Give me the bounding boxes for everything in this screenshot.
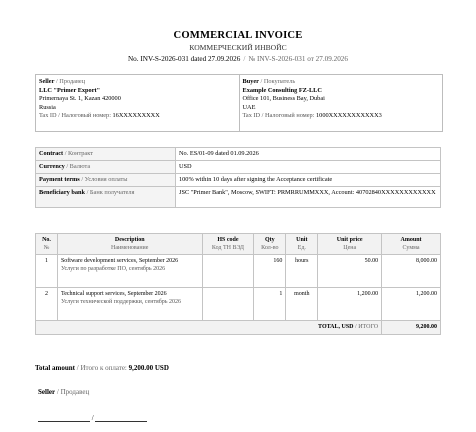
buyer-role: Buyer / Покупатель: [242, 78, 296, 85]
beneficiary-bank-value: JSC "Primer Bank", Moscow, SWIFT: PRMRRUMMXXX, Account: 40702840XXXXXXXXXXXX: [176, 187, 441, 208]
total-row: [36, 321, 441, 335]
invoice-number-line: [0, 55, 476, 63]
currency-value: USD: [176, 161, 441, 174]
signature-separator: /: [91, 414, 94, 422]
terms-row-bank: Beneficiary bank / Банк получателя JSC "Primer Bank", Moscow, SWIFT: PRMRRUMMXXX, Account: 40702840XXXXXXXXXXXX: [36, 187, 441, 208]
seller-tax-id: Tax ID / Налоговый номер: 16XXXXXXXXX: [39, 112, 160, 120]
parties-block: [35, 74, 443, 132]
invoice-subtitle: КОММЕРЧЕСКИЙ ИНВОЙС: [189, 43, 287, 52]
total-value: 9,200.00: [382, 321, 441, 335]
total-amount-value: 9,200.00 USD: [128, 364, 169, 372]
seller-block: [36, 75, 239, 131]
signature-line: [38, 414, 147, 422]
buyer-block: [239, 75, 443, 131]
invoice-title: COMMERCIAL INVOICE: [173, 30, 303, 41]
terms-row-contract: Contract / Контракт No. ES/01-09 dated 01.09.2026: [36, 148, 441, 161]
signature-blank: [38, 414, 90, 422]
terms-row-payment: Payment terms / Условия оплаты 100% within 10 days after signing the Acceptance certificate: [36, 174, 441, 187]
col-header-no: No. №: [36, 234, 58, 255]
name-blank: [95, 414, 147, 422]
total-amount-line: Total amount / Итого к оплате: 9,200.00 USD: [35, 364, 169, 372]
table-row: 2 Technical support services, September 2026 Услуги технической поддержки, сентябрь 2026 1 month 1,200.00 1,200.00: [36, 288, 441, 321]
payment-terms-value: 100% within 10 days after signing the Acceptance certificate: [176, 174, 441, 187]
seller-role: Seller / Продавец: [39, 78, 86, 85]
items-table: [35, 233, 441, 335]
col-header-unit: Unit Ед.: [286, 234, 318, 255]
table-row: 1 Software development services, September 2026 Услуги по разработке ПО, сентябрь 2026 160 hours 50.00 8,000.00: [36, 255, 441, 288]
seller-address: Primernaya St. 1, Kazan 420000: [39, 95, 121, 103]
buyer-name: Example Consulting FZ-LLC: [242, 86, 322, 94]
col-header-description: Description Наименование: [57, 234, 202, 255]
seller-signature-label: Seller / Продавец: [38, 388, 90, 396]
buyer-tax-id: Tax ID / Налоговый номер: 1000XXXXXXXXXXX3: [242, 112, 382, 120]
col-header-unit-price: Unit price Цена: [318, 234, 382, 255]
total-label: TOTAL, USD / ИТОГО: [36, 321, 382, 335]
terms-table: [35, 147, 441, 208]
seller-name: LLC "Primer Export": [39, 86, 101, 94]
buyer-country: UAE: [242, 103, 256, 111]
seller-country: Russia: [39, 103, 56, 111]
col-header-hs-code: HS code Код ТН ВЭД: [202, 234, 254, 255]
buyer-address: Office 101, Business Bay, Dubai: [242, 95, 325, 103]
invoice-number-separator: /: [243, 55, 246, 63]
invoice-number-ru: № INV-S-2026-031 от 27.09.2026: [248, 55, 348, 63]
col-header-qty: Qty Кол-во: [254, 234, 286, 255]
col-header-amount: Amount Сумма: [382, 234, 441, 255]
contract-value: No. ES/01-09 dated 01.09.2026: [176, 148, 441, 161]
terms-row-currency: Currency / Валюта USD: [36, 161, 441, 174]
invoice-number-en: No. INV-S-2026-031 dated 27.09.2026: [127, 55, 241, 63]
items-header-row: [36, 234, 441, 255]
